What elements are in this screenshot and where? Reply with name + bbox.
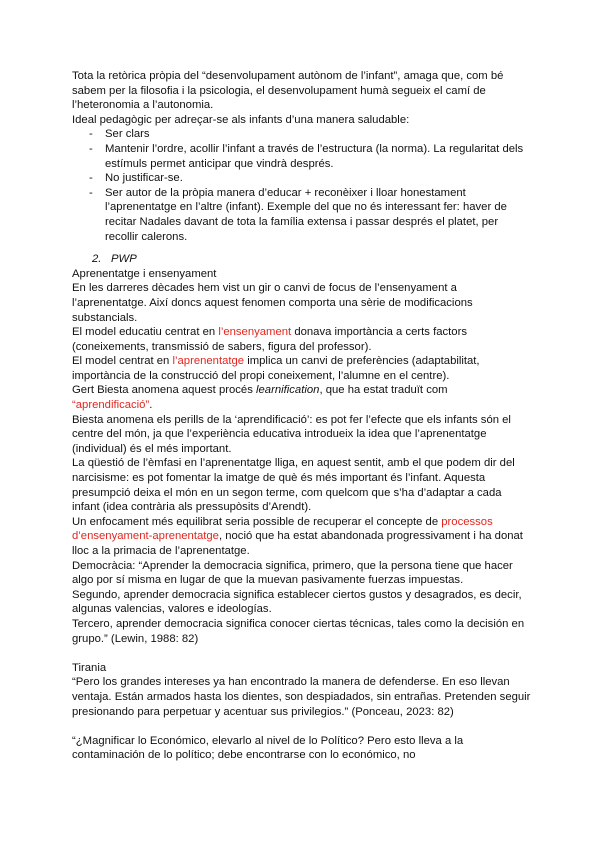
highlight-ensenyament: l’ensenyament bbox=[218, 326, 292, 339]
paragraph-10: Tercero, aprender democracia significa conocer ciertas técnicas, tales como la decisión en grupo.” (Lewin, 1988: 82) bbox=[72, 617, 525, 645]
spacer bbox=[72, 646, 532, 661]
paragraph-7: Un enfocament més equilibrat seria possible de recuperar el concepte de processos d’ensenyament-aprenentatge, noció que ha estat abandonada progressivament i ha donat lloc a la primacia de l’aprenentatge. bbox=[72, 515, 523, 557]
aprenentatge-heading: Aprenentatge i ensenyament bbox=[72, 267, 217, 280]
document-body bbox=[72, 69, 532, 763]
highlight-aprendificacio: “aprendificació” bbox=[72, 399, 150, 412]
paragraph-1: En les darreres dècades hem vist un gir o canvi de focus de l’ensenyament a l’aprenentatge. Així doncs aquest fenomen comporta una sèrie de modificacions substancials. bbox=[72, 282, 473, 324]
paragraph-9: Segundo, aprender democracia significa establecer ciertos gustos y desagrados, es decir, algunas valencias, valores e ideologías. bbox=[72, 588, 522, 616]
list-item: - Mantenir l’ordre, acollir l’infant a través de l’estructura (la norma). La regularitat dels estímuls permet anticipar que vindrà després. bbox=[89, 142, 524, 170]
tirania-heading: Tirania bbox=[72, 661, 107, 674]
spacer bbox=[72, 719, 532, 734]
italic-term: learnification bbox=[256, 384, 320, 397]
section-number: 2. bbox=[92, 253, 102, 266]
dash-marker: - bbox=[89, 142, 93, 155]
highlight-aprenentatge: l’aprenentatge bbox=[172, 355, 245, 368]
highlight-processos: processos d’ensenyament-aprenentatge bbox=[72, 515, 493, 543]
list-item: - Ser autor de la pròpia manera d’educar + reconèixer i lloar honestament l’aprenentatge en l’altre (infant). Exemple del que no és interessant fer: haver de recitar Nadales davant de tota la família extensa i passar després el platet, per recollir calerons. bbox=[89, 186, 507, 243]
paragraph-5: Biesta anomena els perills de la ‘aprendificació’: es pot fer l’efecte que els infants són el centre del món, ja que l’experiència educativa introdueix la idea que l’aprenentatge (individual) és el més important. bbox=[72, 413, 511, 455]
list-item: - Ser clars bbox=[89, 128, 150, 141]
paragraph-4: Gert Biesta anomena aquest procés learnification, que ha estat traduït com “aprendificació”. bbox=[72, 384, 448, 412]
section-title: PWP bbox=[111, 253, 137, 266]
paragraph-3: El model centrat en l’aprenentatge implica un canvi de preferències (adaptabilitat, importància de la construcció del propi coneixement, l’alumne en el centre). bbox=[72, 355, 480, 382]
last-quote: “¿Magnificar lo Económico, elevarlo al nivel de lo Político? Pero esto lleva a la contaminación de lo político; debe encontrarse con lo económico, no bbox=[72, 734, 464, 762]
paragraph-6: La qüestió de l’èmfasi en l’aprenentatge lliga, en aquest sentit, amb el que podem dir del narcisisme: es pot fomentar la imatge de què és més important és l’infant. Aquesta presumpció deixa el món en un segon terme, com quelcom que s’ha d’adaptar a cada infant (idea contrària als pressupòsits d’Arendt). bbox=[72, 457, 515, 514]
dash-marker: - bbox=[89, 186, 93, 199]
intro-paragraph: Tota la retòrica pròpia del “desenvolupament autònom de l’infant”, amaga que, com bé sabem per la filosofia i la psicologia, el desenvolupament humà segueix el camí de l’heteronomia a l’autonomia. bbox=[72, 70, 504, 112]
ideal-list bbox=[72, 127, 532, 244]
paragraph-8: Democràcia: “Aprender la democracia significa, primero, que la persona tiene que hacer algo por sí misma en lugar de que la muevan pasivamente fuerzas impuestas. bbox=[72, 559, 513, 587]
tirania-quote: “Pero los grandes intereses ya han encontrado la manera de defenderse. En eso llevan ventaja. Están armados hasta los dientes, son despiadados, sin entrañas. Pretenden seguir presionando para perpetuar y acentuar sus privilegios.” (Ponceau, 2023: 82) bbox=[72, 676, 531, 718]
dash-marker: - bbox=[89, 172, 93, 185]
dash-marker: - bbox=[89, 128, 93, 141]
section-2-heading bbox=[72, 252, 532, 267]
ideal-heading: Ideal pedagògic per adreçar-se als infants d’una manera saludable: bbox=[72, 113, 410, 126]
list-item: - No justificar-se. bbox=[89, 172, 183, 185]
paragraph-2: El model educatiu centrat en l’ensenyament donava importància a certs factors (coneixements, transmissió de sabers, figura del professor). bbox=[72, 326, 468, 353]
